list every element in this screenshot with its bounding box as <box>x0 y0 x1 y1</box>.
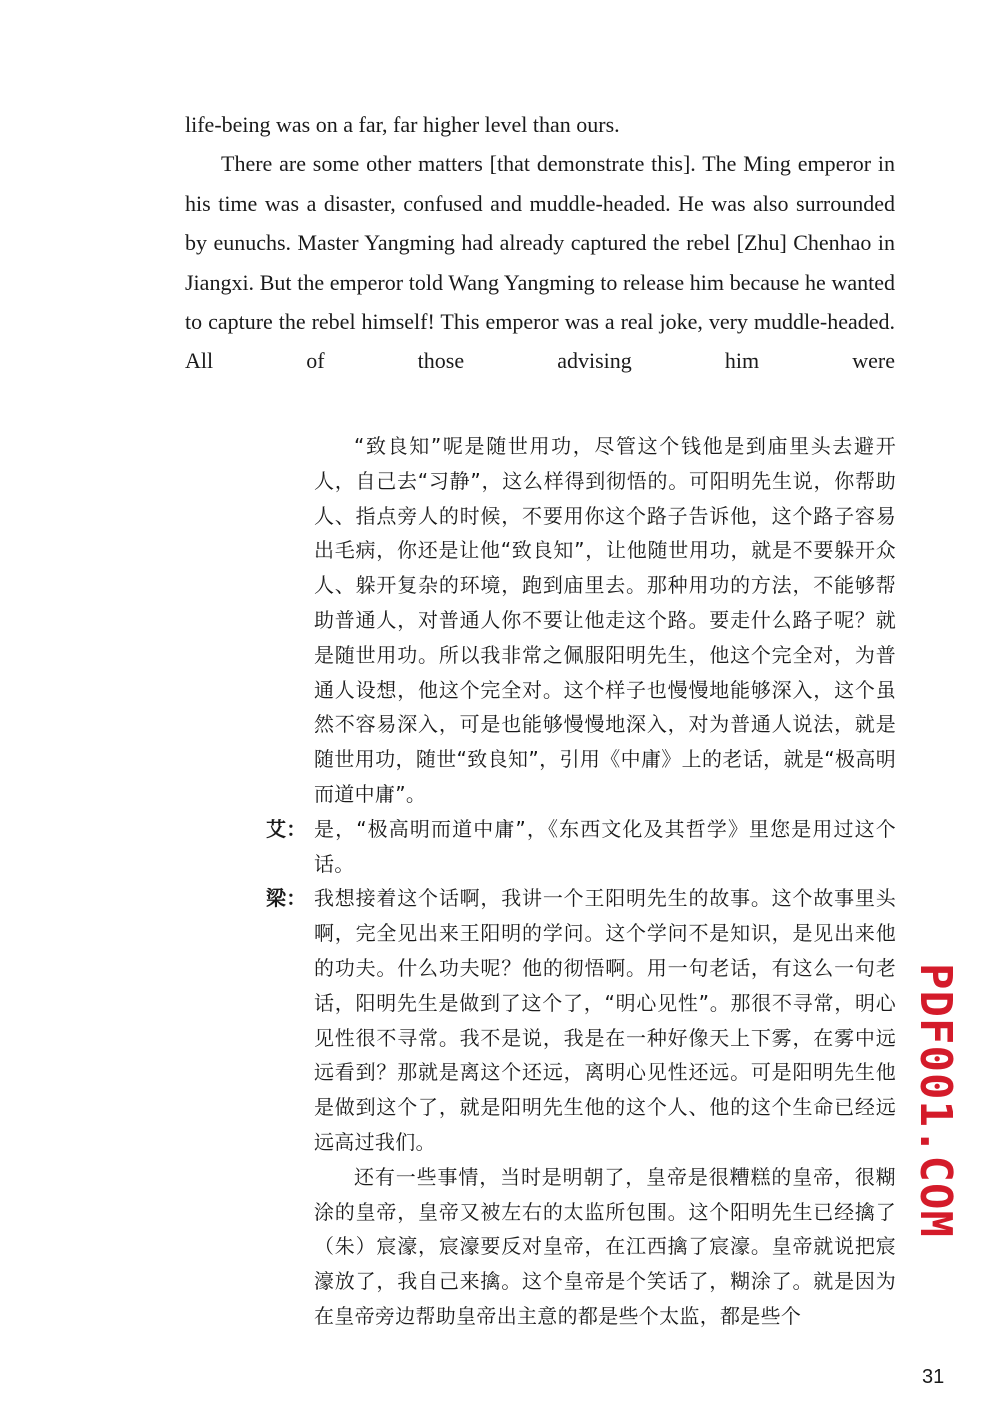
speaker-spacer <box>266 429 314 812</box>
english-paragraph: There are some other matters [that demonstrate this]. The Ming emperor in his time was a disaster, confused and muddle-headed. He was also surrounded by eunuchs. Master Yangming had already captured the rebel [Zhu] Chenhao in Jiangxi. But the emperor told Wang Yangming to release him because he wanted to capture the rebel himself! This emperor was a real joke, very muddle-headed. All of those advising him were <box>185 151 895 374</box>
watermark <box>905 962 965 1238</box>
speaker-label-ai: 艾： <box>266 816 307 841</box>
page-number: 31 <box>922 1366 945 1388</box>
english-line: life-being was on a far, far higher level than ours. <box>185 112 620 137</box>
speaker-spacer <box>266 1160 314 1334</box>
speaker-label-liang: 梁： <box>266 886 307 911</box>
dialogue-ai <box>266 812 896 882</box>
watermark-text: PDF001.COM <box>909 962 961 1238</box>
chinese-paragraph-intro: “致良知”呢是随世用功，尽管这个钱他是到庙里头去避开人，自己去“习静”，这么样得到彻悟的。可阳明先生说，你帮助人、指点旁人的时候，不要用你这个路子告诉他，这个路子容易出毛病，你还是让他“致良知”，让他随世用功，就是不要躲开众人、躲开复杂的环境，跑到庙里去。那种用功的方法，不能够帮助普通人，对普通人你不要让他走这个路。要走什么路子呢？就是随世用功。所以我非常之佩服阳明先生，他这个完全对，为普通人设想，他这个完全对。这个样子也慢慢地能够深入，这个虽然不容易深入，可是也能够慢慢地深入，对为普通人说法，就是随世用功，随世“致良知”，引用《中庸》上的老话，就是“极高明而道中庸”。 <box>314 434 896 806</box>
intro-row <box>266 429 896 812</box>
continued-row <box>266 1160 896 1334</box>
dialogue-liang <box>266 881 896 1159</box>
chinese-paragraph-liang: 我想接着这个话啊，我讲一个王阳明先生的故事。这个故事里头啊，完全见出来王阳明的学问。这个学问不是知识，是见出来他的功夫。什么功夫呢？他的彻悟啊。用一句老话，有这么一句老话，阳明先生是做到了这个了，“明心见性”。那很不寻常，明心见性很不寻常。我不是说，我是在一种好像天上下雾，在雾中远远看到？那就是离这个还远，离明心见性还远。可是阳明先生他是做到这个了，就是阳明先生他的这个人、他的这个生命已经远远高过我们。 <box>314 886 896 1154</box>
chinese-paragraph-continued: 还有一些事情，当时是明朝了，皇帝是很糟糕的皇帝，很糊涂的皇帝，皇帝又被左右的太监所包围。这个阳明先生已经擒了（朱）宸濠，宸濠要反对皇帝，在江西擒了宸濠。皇帝就说把宸濠放了，我自己来擒。这个皇帝是个笑话了，糊涂了。就是因为在皇帝旁边帮助皇帝出主意的都是些个太监，都是些个 <box>314 1164 896 1328</box>
english-text-block <box>185 105 895 381</box>
chinese-paragraph-ai: 是，“极高明而道中庸”，《东西文化及其哲学》里您是用过这个话。 <box>314 816 896 876</box>
chinese-text-block <box>266 429 896 1334</box>
